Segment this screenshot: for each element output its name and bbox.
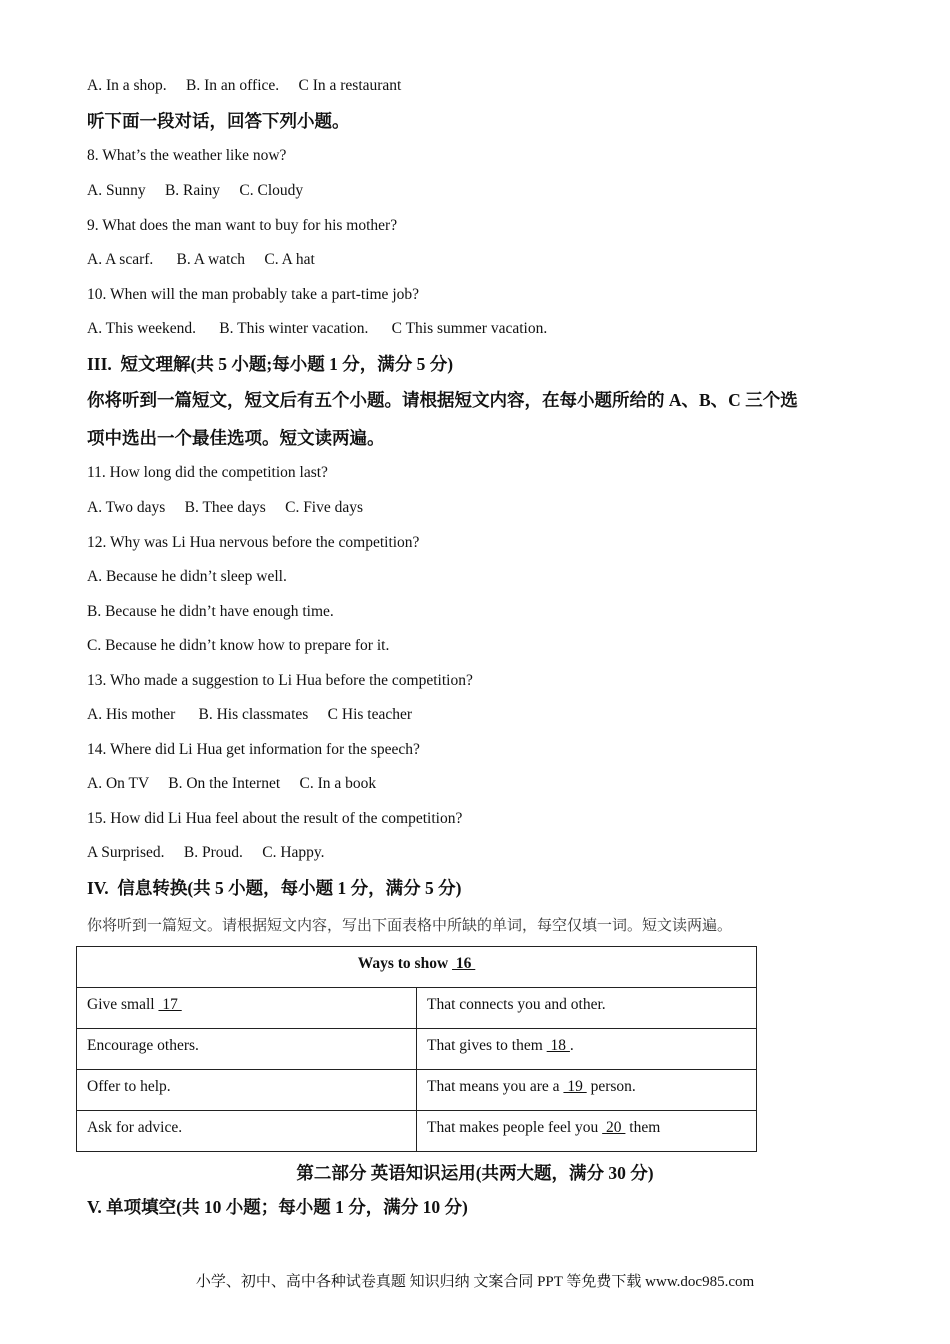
section4-title: IV. 信息转换(共 5 小题，每小题 1 分，满分 5 分) [87, 878, 462, 898]
q11-options: A. Two days B. Thee days C. Five days [87, 499, 364, 516]
section3-title: III. 短文理解(共 5 小题;每小题 1 分，满分 5 分) [87, 354, 454, 374]
q12-option-c: C. Because he didn’t know how to prepare for it. [87, 637, 390, 654]
table-cell-left: Ask for advice. [77, 1111, 417, 1152]
table-row [77, 1070, 757, 1111]
q12-question: 12. Why was Li Hua nervous before the competition? [87, 534, 420, 551]
q10-options: A. This weekend. B. This winter vacation. C This summer vacation. [87, 320, 548, 337]
part2-title: 第二部分 英语知识运用(共两大题，满分 30 分) [296, 1163, 654, 1183]
blank-20: 20 [602, 1119, 626, 1136]
section4-instruction: 你将听到一篇短文。请根据短文内容，写出下面表格中所缺的单词，每空仅填一词。短文读两遍。 [87, 916, 733, 934]
q14-options: A. On TV B. On the Internet C. In a book [87, 775, 377, 792]
blank-18: 18 [546, 1037, 570, 1054]
section3-instruction-line2: 项中选出一个最佳选项。短文读两遍。 [87, 428, 385, 448]
table-cell-right: That gives to them 18 . [417, 1029, 757, 1070]
table-header-row [77, 947, 757, 988]
q8-question: 8. What’s the weather like now? [87, 147, 287, 164]
q13-options: A. His mother B. His classmates C His teacher [87, 706, 413, 723]
q7-options: A. In a shop. B. In an office. C In a restaurant [87, 77, 402, 94]
table-row [77, 988, 757, 1029]
table-cell-right: That connects you and other. [417, 988, 757, 1029]
q14-question: 14. Where did Li Hua get information for the speech? [87, 741, 420, 758]
q9-options: A. A scarf. B. A watch C. A hat [87, 251, 315, 268]
q15-options: A Surprised. B. Proud. C. Happy. [87, 844, 325, 861]
section3-instruction-line1: 你将听到一篇短文，短文后有五个小题。请根据短文内容，在每小题所给的 A、B、C 三个选 [87, 390, 798, 410]
footer-text: 小学、初中、高中各种试卷真题 知识归纳 文案合同 PPT 等免费下载 www.doc985.com [195, 1274, 755, 1290]
table-row [77, 1029, 757, 1070]
table-cell-right: That means you are a 19 person. [417, 1070, 757, 1111]
blank-19: 19 [563, 1078, 587, 1095]
q15-question: 15. How did Li Hua feel about the result of the competition? [87, 810, 463, 827]
dialogue-instruction: 听下面一段对话，回答下列小题。 [87, 111, 350, 131]
q9-question: 9. What does the man want to buy for his mother? [87, 217, 398, 234]
blank-17: 17 [158, 996, 182, 1013]
q11-question: 11. How long did the competition last? [87, 464, 328, 481]
table-cell-left: Encourage others. [77, 1029, 417, 1070]
blank-16: 16 [452, 955, 476, 972]
q12-option-b: B. Because he didn’t have enough time. [87, 603, 334, 620]
q12-option-a: A. Because he didn’t sleep well. [87, 568, 287, 585]
table-cell-left: Offer to help. [77, 1070, 417, 1111]
table-row [77, 1111, 757, 1152]
section5-title: V. 单项填空(共 10 小题；每小题 1 分，满分 10 分) [87, 1197, 468, 1217]
q10-question: 10. When will the man probably take a part-time job? [87, 286, 420, 303]
q13-question: 13. Who made a suggestion to Li Hua before the competition? [87, 672, 473, 689]
table-cell-right: That makes people feel you 20 them [417, 1111, 757, 1152]
table-cell-left: Give small 17 [77, 988, 417, 1029]
q8-options: A. Sunny B. Rainy C. Cloudy [87, 182, 304, 199]
info-table [76, 946, 757, 1152]
table-header-cell: Ways to show 16 [77, 947, 757, 988]
